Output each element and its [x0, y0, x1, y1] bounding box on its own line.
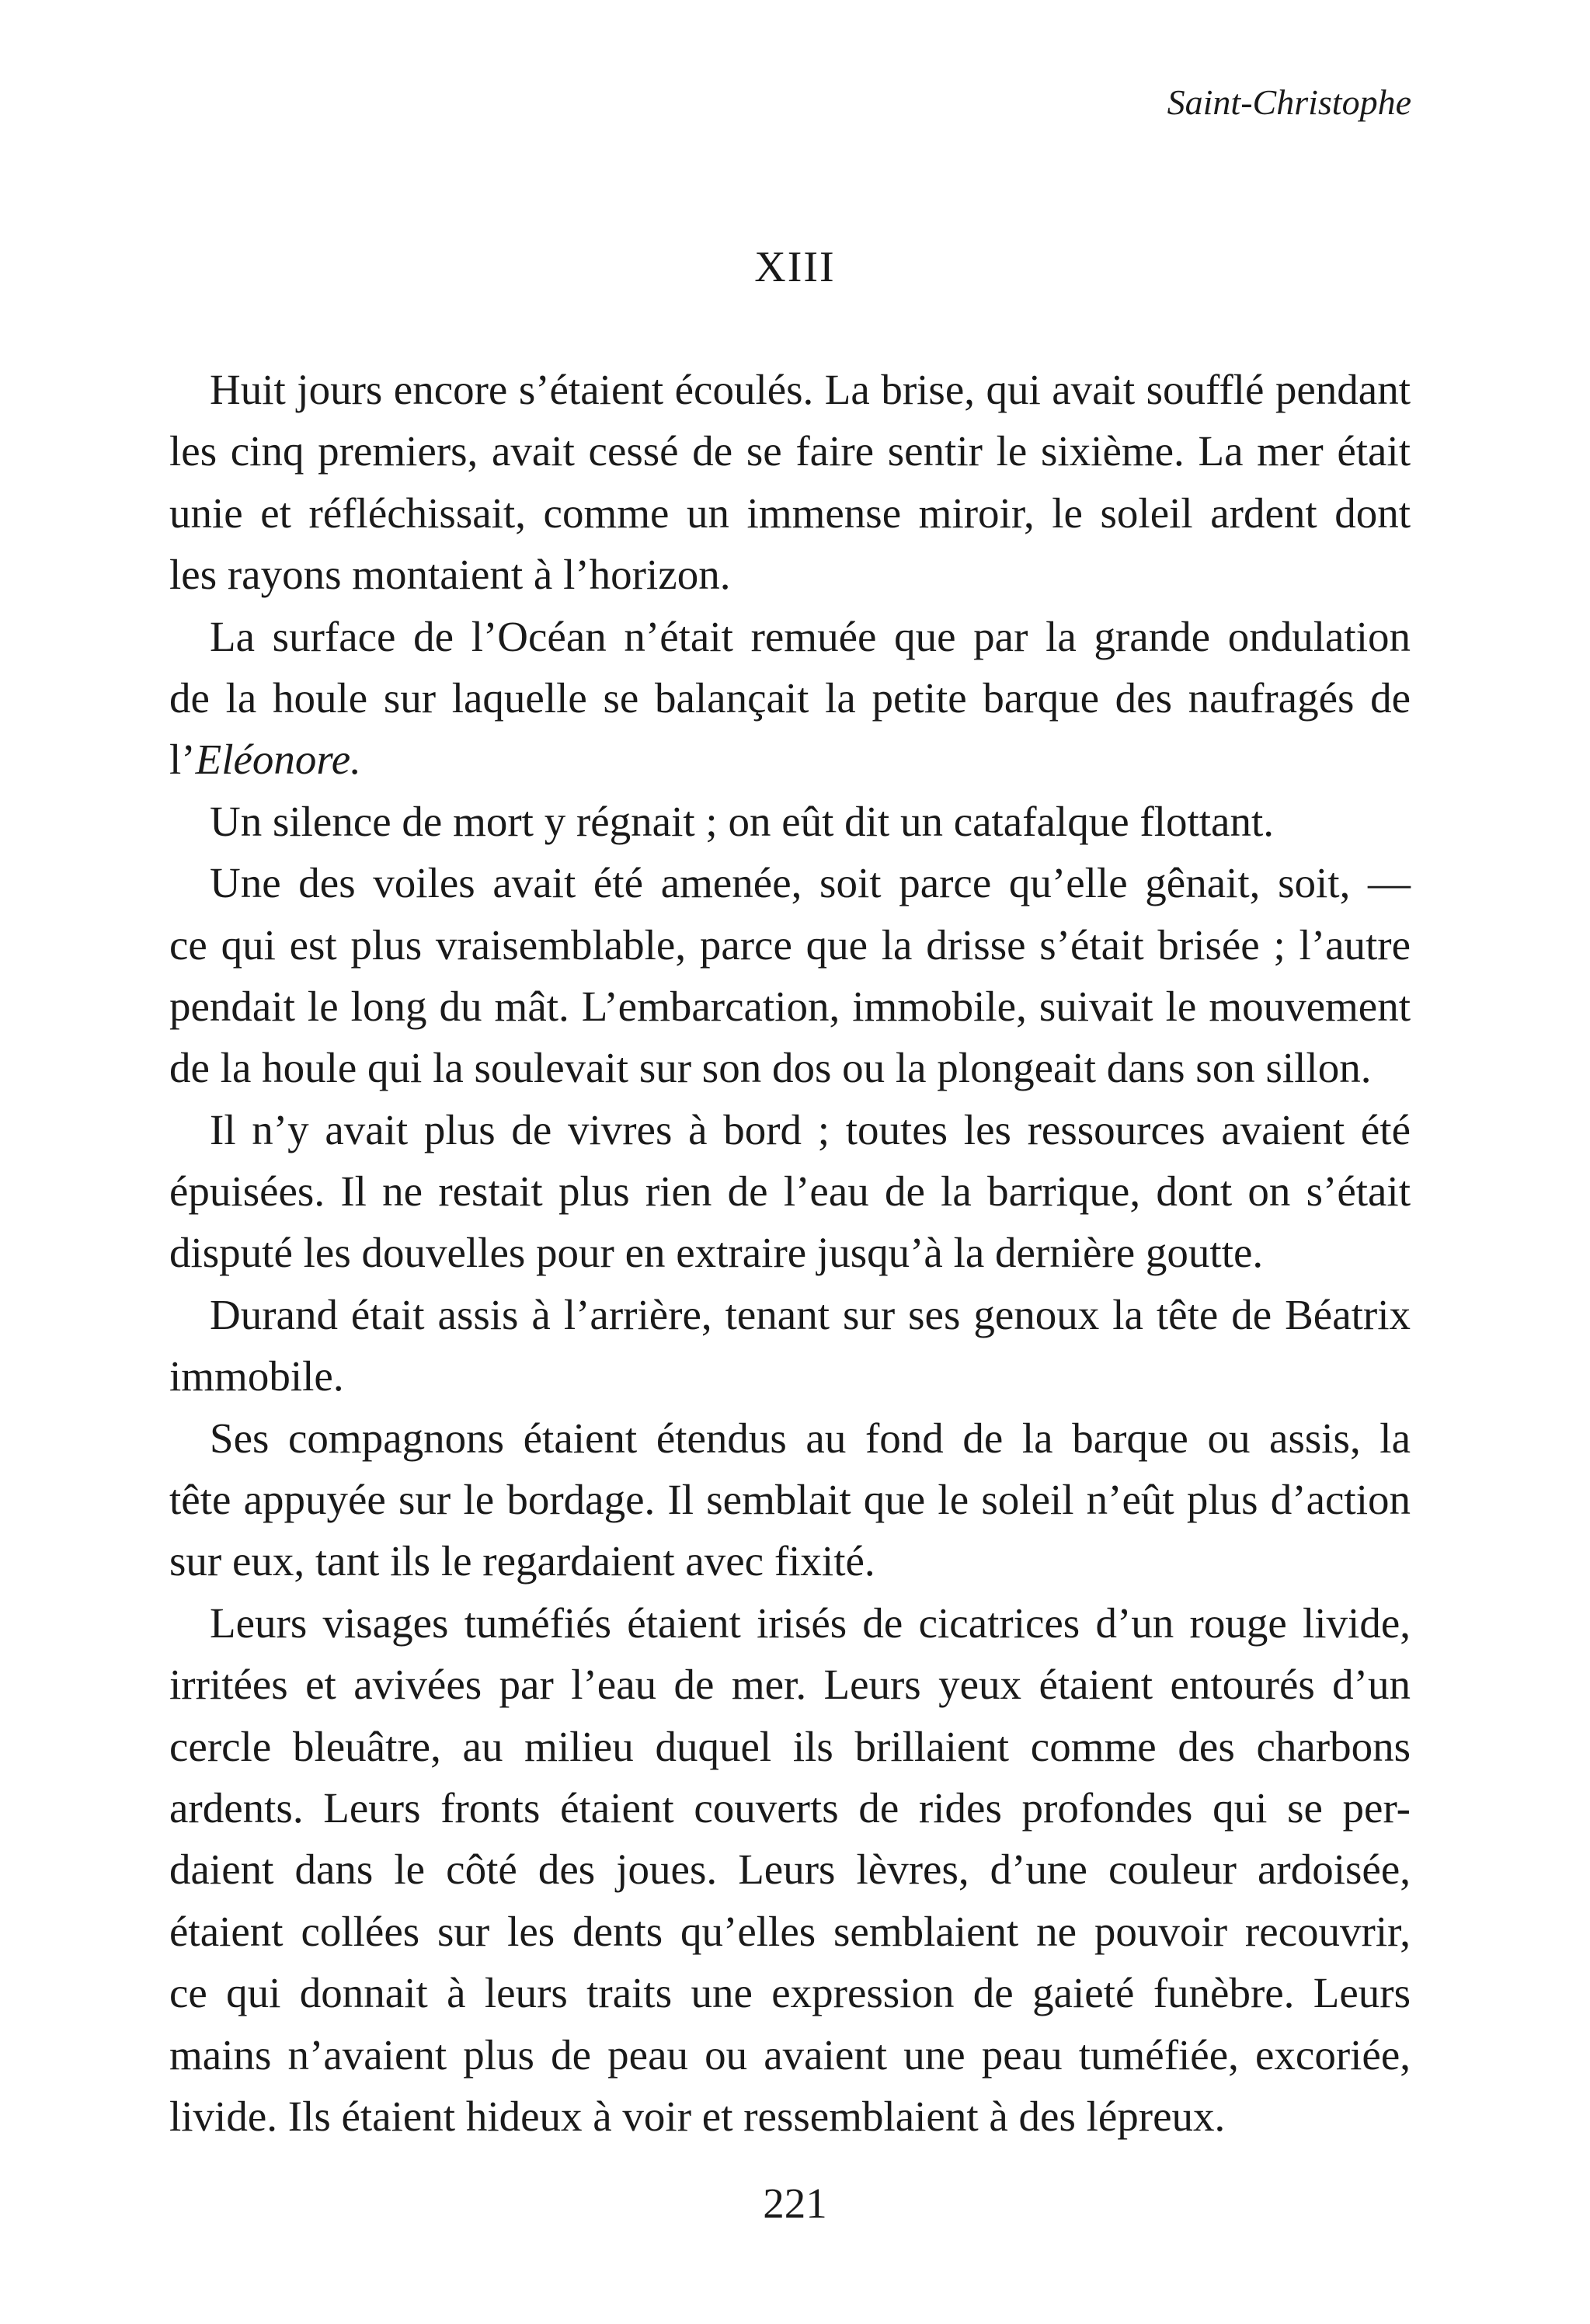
paragraph	[169, 1284, 1411, 1407]
paragraph	[169, 606, 1411, 791]
text-line: ardents. Leurs fronts étaient couverts de rides profondes qui se per-	[169, 1783, 1411, 1832]
text-line: étaient collées sur les dents qu’elles semblaient ne pouvoir recouvrir,	[169, 1907, 1411, 1955]
page-number: 221	[763, 2180, 827, 2227]
ship-name: Eléonore.	[195, 736, 361, 784]
text-line: de la houle sur laquelle se balançait la petite barque des naufragés de	[169, 673, 1411, 722]
text-line: tête appuyée sur le bordage. Il semblait que le soleil n’eût plus d’action	[169, 1476, 1411, 1524]
paragraph	[169, 359, 1411, 606]
paragraph	[169, 791, 1411, 852]
text-line: La surface de l’Océan n’était remuée que par la grande ondulation	[210, 612, 1411, 660]
text-line: Durand était assis à l’arrière, tenant sur ses genoux la tête de Béatrix	[210, 1290, 1411, 1338]
text-line: daient dans le côté des joues. Leurs lèvres, d’une couleur ardoisée,	[169, 1846, 1411, 1894]
text-line: Il n’y avait plus de vivres à bord ; toutes les ressources avaient été	[210, 1105, 1411, 1153]
text-line: pendait le long du mât. L’embarcation, immobile, suivait le mouvement	[169, 982, 1411, 1030]
running-head: Saint-Christophe	[1167, 82, 1411, 122]
text-line: les cinq premiers, avait cessé de se faire sentir le sixième. La mer était	[169, 427, 1411, 475]
text-line: ce qui est plus vraisemblable, parce que la drisse s’était brisée ; l’autre	[169, 920, 1411, 969]
text-line: Huit jours encore s’étaient écoulés. La brise, qui avait soufflé pendant	[210, 366, 1411, 413]
text-line: Une des voiles avait été amenée, soit parce qu’elle gênait, soit, —	[210, 859, 1411, 907]
text-line: mains n’avaient plus de peau ou avaient une peau tuméfiée, excoriée,	[169, 2030, 1411, 2079]
text-line: irritées et avivées par l’eau de mer. Leurs yeux étaient entourés d’un	[169, 1661, 1411, 1709]
paragraph	[169, 852, 1411, 1099]
text-line: livide. Ils étaient hideux à voir et ressemblaient à des lépreux.	[169, 2092, 1226, 2140]
paragraph	[169, 1407, 1411, 1592]
text-line: l’Eléonore.	[169, 736, 361, 784]
text-line: épuisées. Il ne restait plus rien de l’eau de la barrique, dont on s’était	[169, 1167, 1411, 1216]
text-line: Leurs visages tuméfiés étaient irisés de cicatrices d’un rouge livide,	[210, 1599, 1411, 1647]
text-line: Ses compagnons étaient étendus au fond de la barque ou assis, la	[210, 1414, 1411, 1462]
text-line: les rayons montaient à l’horizon.	[169, 551, 731, 599]
text-line: ce qui donnait à leurs traits une expression de gaieté funèbre. Leurs	[169, 1969, 1411, 2017]
text-line: cercle bleuâtre, au milieu duquel ils brillaient comme des charbons	[169, 1722, 1411, 1770]
text-line: sur eux, tant ils le regardaient avec fixité.	[169, 1537, 875, 1585]
chapter-heading: XIII	[754, 243, 836, 291]
paragraph	[169, 1592, 1411, 2148]
text-line: disputé les douvelles pour en extraire jusqu’à la dernière goutte.	[169, 1229, 1264, 1277]
body-text	[169, 359, 1411, 2147]
text-line: unie et réfléchissait, comme un immense miroir, le soleil ardent dont	[169, 489, 1411, 537]
text-line: de la houle qui la soulevait sur son dos ou la plongeait dans son sillon.	[169, 1044, 1372, 1092]
text-line: Un silence de mort y régnait ; on eût dit un catafalque flottant.	[210, 797, 1274, 845]
text-line: immobile.	[169, 1352, 344, 1400]
paragraph	[169, 1099, 1411, 1284]
